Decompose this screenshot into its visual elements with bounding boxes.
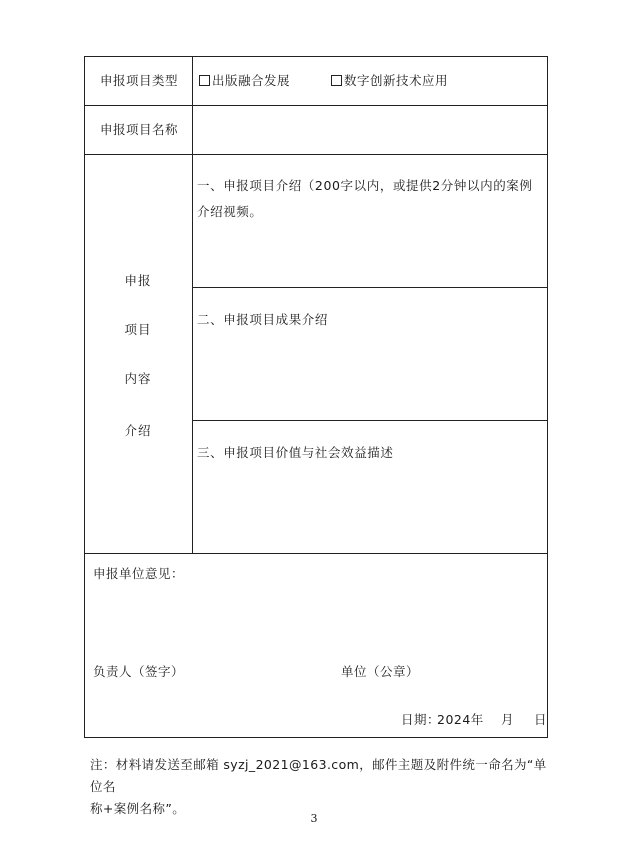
option-label: 数字创新技术应用	[344, 73, 449, 88]
project-name-label: 申报项目名称	[99, 122, 178, 137]
option-publishing-integration[interactable]	[199, 72, 290, 90]
row-divider	[85, 553, 547, 554]
signer-label: 负责人（签字）	[93, 664, 185, 679]
date-label: 日期：	[401, 712, 441, 727]
option-digital-innovation[interactable]	[331, 72, 448, 90]
note-line: 称+案例名称”。	[90, 801, 186, 816]
date-month: 月	[501, 712, 515, 727]
submission-note	[90, 754, 550, 820]
date-year: 2024年	[437, 712, 484, 727]
option-label: 出版融合发展	[212, 73, 291, 88]
section-divider	[193, 420, 547, 421]
section-divider	[193, 287, 547, 288]
section-project-results[interactable]: 二、申报项目成果介绍	[197, 312, 329, 327]
checkbox-icon[interactable]	[331, 75, 342, 86]
application-form-table	[84, 56, 548, 738]
unit-seal-label: 单位（公章）	[341, 664, 420, 679]
row-divider	[85, 154, 547, 155]
content-intro-label-line: 内容	[124, 371, 152, 386]
column-divider	[192, 57, 193, 554]
page-number: 3	[310, 812, 318, 825]
content-intro-label-line: 项目	[124, 322, 152, 337]
date-day: 日	[534, 712, 548, 727]
project-type-label: 申报项目类型	[99, 73, 178, 88]
opinion-label: 申报单位意见：	[93, 566, 185, 581]
note-line: 注：材料请发送至邮箱 syzj_2021@163.com，邮件主题及附件统一命名为“单位名	[90, 757, 547, 794]
checkbox-icon[interactable]	[199, 75, 210, 86]
content-intro-label-line: 介绍	[124, 423, 152, 438]
section-project-intro[interactable]: 一、申报项目介绍（200字以内，或提供2分钟以内的案例介绍视频。	[197, 178, 533, 219]
row-divider	[85, 105, 547, 106]
content-intro-label-line: 申报	[124, 273, 152, 288]
project-name-field[interactable]	[197, 117, 541, 143]
section-project-value[interactable]: 三、申报项目价值与社会效益描述	[197, 445, 394, 460]
